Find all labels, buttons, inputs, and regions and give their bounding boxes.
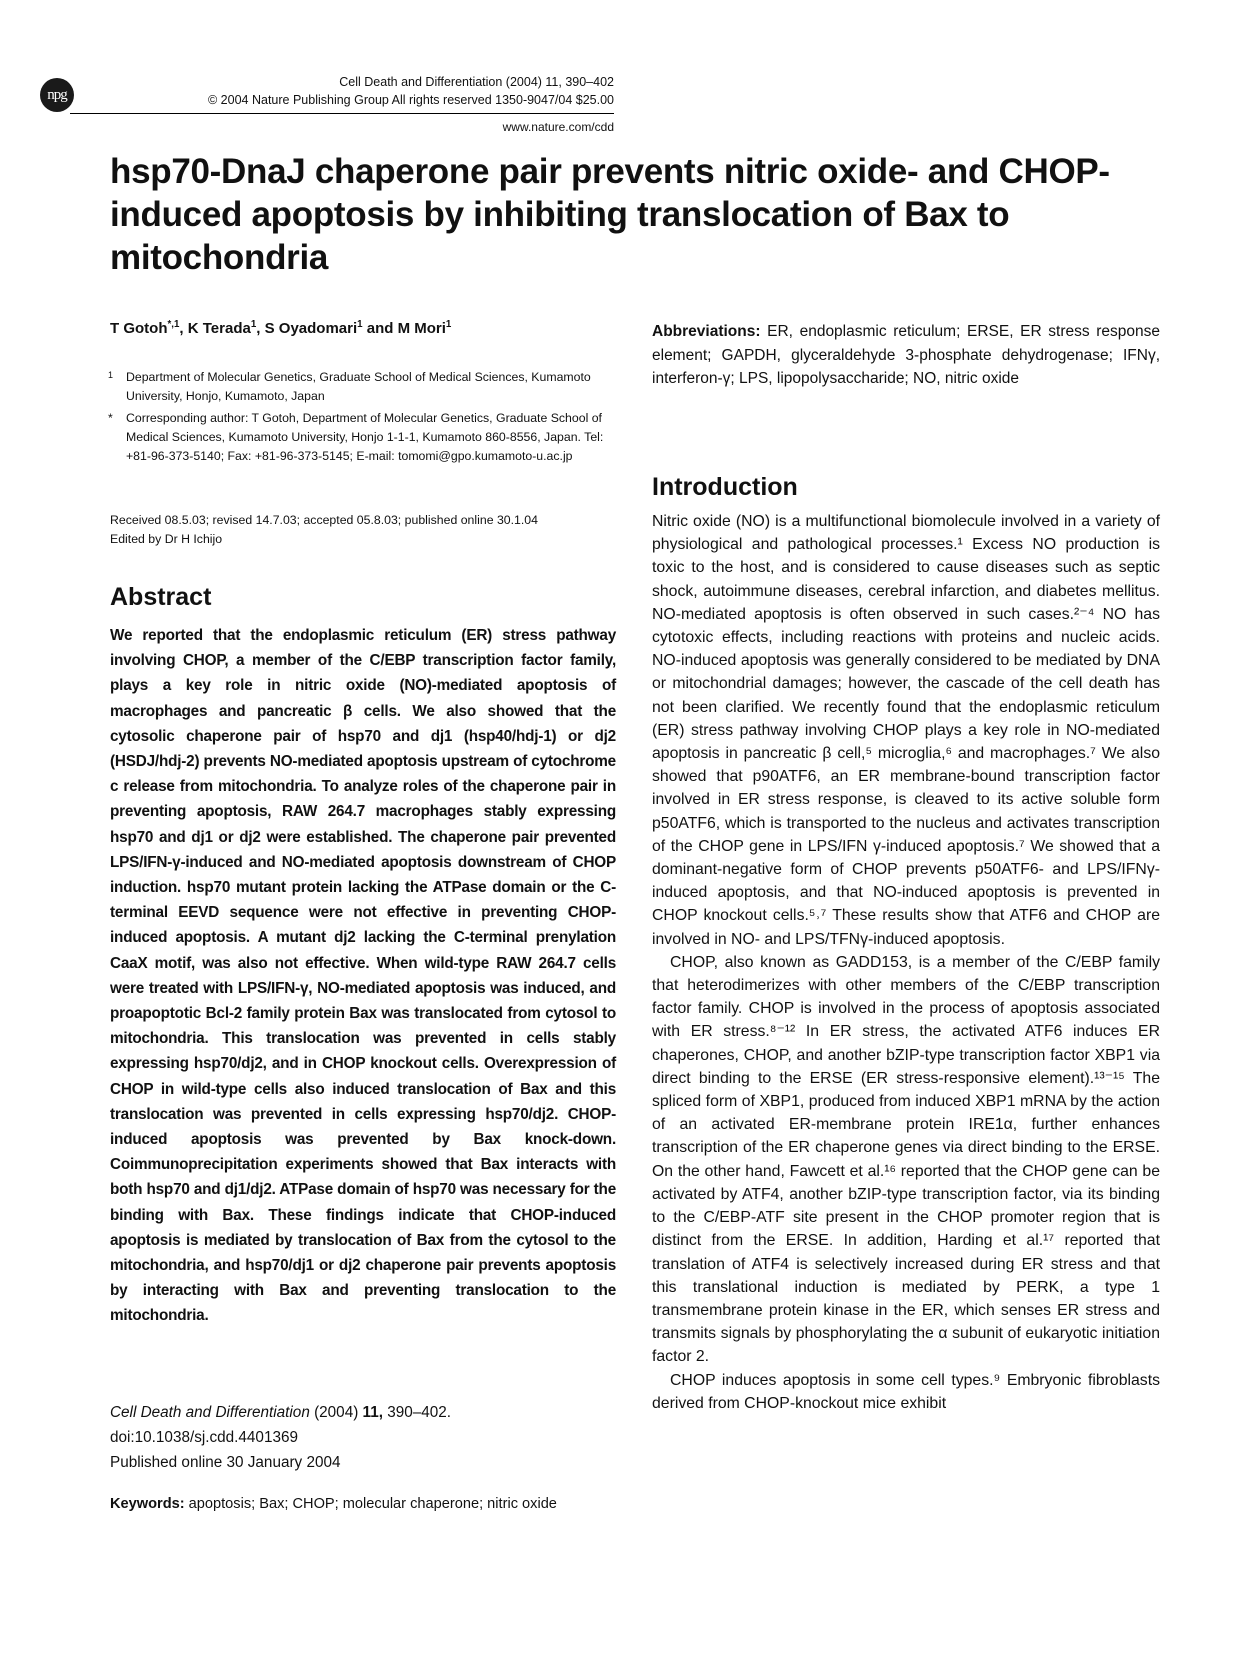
author-terada: , K Terada [179,320,251,337]
corresponding-author [110,409,630,466]
author-mark: 1 [250,319,257,330]
journal-url[interactable]: www.nature.com/cdd [502,120,614,134]
affiliation [110,368,630,406]
edited-by: Edited by Dr H Ichijo [110,532,223,546]
affiliation-mark: 1 [108,370,114,380]
header-rule [70,113,614,114]
keywords [110,1493,616,1516]
abstract-heading: Abstract [110,583,212,611]
received-dates: Received 08.5.03; revised 14.7.03; accepted 05.8.03; published online 30.1.04 [110,513,538,527]
citation-year: (2004) [309,1404,363,1421]
author-list [110,320,451,337]
citation [110,1400,616,1475]
author-mark: 1 [445,319,452,330]
published-online: Published online 30 January 2004 [110,1454,341,1471]
author-mark: *,1 [167,319,180,330]
author-mori: and M Mori [362,320,446,337]
intro-paragraph-2: CHOP, also known as GADD153, is a member of the C/EBP family that heterodimerizes with other members of the C/EBP transcription factor family. CHOP is involved in the process of apoptosis associated with ER stress.⁸⁻¹² In ER stress, the activated ATF6 induces ER chaperones, CHOP, and another bZIP-type transcription factor XBP1 via direct binding to the ERSE (ER stress-responsive element).¹³⁻¹⁵ The spliced form of XBP1, produced from induced XBP1 mRNA by the action of an activated ER-membrane protein IRE1α, further enhances transcription of the ER chaperone genes via direct binding to the ERSE. On the other hand, Fawcett et al.¹⁶ reported that the CHOP gene can be activated by ATF4, another bZIP-type transcription factor, via its binding to the C/EBP-ATF site present in the CHOP promoter region that is distinct from the ERSE. In addition, Harding et al.¹⁷ reported that translation of ATF4 is selectively increased during ER stress and that this translational induction is mediated by PERK, a type 1 transmembrane protein kinase in the ER, which senses ER stress and transmits signals by phosphorylating the α subunit of eukaryotic initiation factor 2. [652,953,1160,1366]
abbreviations [652,320,1160,391]
introduction-body [652,510,1160,1415]
author-gotoh: T Gotoh [110,320,168,337]
journal-line: Cell Death and Differentiation (2004) 11, 390–402 [339,75,614,89]
intro-paragraph-3: CHOP induces apoptosis in some cell types.⁹ Embryonic fibroblasts derived from CHOP-knockout mice exhibit [652,1371,1160,1412]
intro-paragraph-1: Nitric oxide (NO) is a multifunctional biomolecule involved in a variety of physiological and pathological processes.¹ Excess NO production is toxic to the host, and is considered to cause diseases such as septic shock, autoimmune diseases, cerebral infarction, and diabetes mellitus. NO-mediated apoptosis is often observed in such cases.²⁻⁴ NO has cytotoxic effects, including reactions with proteins and nucleic acids. NO-induced apoptosis was generally considered to be mediated by DNA or mitochondrial damages; however, the cascade of the cell death has not been clarified. We recently found that the endoplasmic reticulum (ER) stress pathway involving CHOP plays a key role in NO-mediated apoptosis in pancreatic β cell,⁵ microglia,⁶ and macrophages.⁷ We also showed that p90ATF6, an ER membrane-bound transcription factor involved in ER stress response, is cleaved to its active soluble form p50ATF6, which is transported to the nucleus and activates transcription of the CHOP gene in LPS/IFN γ-induced apoptosis.⁷ We showed that a dominant-negative form of CHOP prevents p50ATF6- and LPS/IFNγ-induced apoptosis, and that NO-induced apoptosis is prevented in CHOP knockout cells.⁵˒⁷ These results show that ATF6 and CHOP are involved in NO- and LPS/TFNγ-induced apoptosis. [652,513,1160,948]
article-history [110,511,630,549]
corresponding-text: Corresponding author: T Gotoh, Department of Molecular Genetics, Graduate School of Medical Sciences, Kumamoto University, Honjo 1-1-1, Kumamoto 860-8556, Japan. Tel: +81-96-373-5140; Fax: +81-96-373-5145; E-mail: tomomi@gpo.kumamoto-u.ac.jp [126,411,604,463]
copyright-line: © 2004 Nature Publishing Group All rights reserved 1350-9047/04 $25.00 [208,93,614,107]
abbreviations-label: Abbreviations: [652,323,761,340]
citation-volume: 11, [362,1404,383,1421]
article-title: hsp70-DnaJ chaperone pair prevents nitric oxide- and CHOP-induced apoptosis by inhibiting translocation of Bax to mitochondria [110,152,1110,277]
author-oyadomari: , S Oyadomari [256,320,358,337]
publisher-logo: npg [40,78,74,112]
affiliation-text: Department of Molecular Genetics, Graduate School of Medical Sciences, Kumamoto University, Honjo, Kumamoto, Japan [126,370,591,403]
citation-doi: 390–402. doi:10.1038/sj.cdd.4401369 [110,1404,452,1446]
author-mark: 1 [357,319,363,330]
introduction-heading: Introduction [652,473,798,501]
keywords-label: Keywords: [110,1496,185,1512]
abbreviations-text: ER, endoplasmic reticulum; ERSE, ER stress response element; GAPDH, glyceraldehyde 3-phosphate dehydrogenase; IFNγ, interferon-γ; LPS, lipopolysaccharide; NO, nitric oxide [652,323,1160,387]
citation-journal: Cell Death and Differentiation [110,1404,310,1421]
keywords-list: apoptosis; Bax; CHOP; molecular chaperone; nitric oxide [184,1496,557,1512]
abstract-text: We reported that the endoplasmic reticulum (ER) stress pathway involving CHOP, a member of the C/EBP transcription factor family, plays a key role in nitric oxide (NO)-mediated apoptosis of macrophages and pancreatic β cells. We also showed that the cytosolic chaperone pair of hsp70 and dj1 (hsp40/hdj-1) or dj2 (HSDJ/hdj-2) prevents NO-mediated apoptosis upstream of cytochrome c release from mitochondria. To analyze roles of the chaperone pair in preventing apoptosis, RAW 264.7 macrophages stably expressing hsp70 and dj1 or dj2 were established. The chaperone pair prevented LPS/IFN-γ-induced and NO-mediated apoptosis downstream of CHOP induction. hsp70 mutant protein lacking the ATPase domain or the C-terminal EEVD sequence were not effective in preventing CHOP-induced apoptosis. A mutant dj2 lacking the C-terminal prenylation CaaX motif, was also not effective. When wild-type RAW 264.7 cells were treated with LPS/IFN-γ, NO-mediated apoptosis was induced, and proapoptotic Bcl-2 family protein Bax was translocated from cytosol to mitochondria. This translocation was prevented in cells stably expressing hsp70/dj2, and in CHOP knockout cells. Overexpression of CHOP in wild-type cells also induced translocation of Bax and this translocation was prevented in cells expressing hsp70/dj2. CHOP-induced apoptosis was prevented by Bax knock-down. Coimmunoprecipitation experiments showed that Bax interacts with both hsp70 and dj1/dj2. ATPase domain of hsp70 was necessary for the binding with Bax. These findings indicate that CHOP-induced apoptosis is mediated by translocation of Bax from the cytosol to the mitochondria, and hsp70/dj1 or dj2 chaperone pair prevents apoptosis by interacting with Bax and preventing translocation to the mitochondria. [110,627,616,1325]
corresponding-mark: * [108,411,113,425]
